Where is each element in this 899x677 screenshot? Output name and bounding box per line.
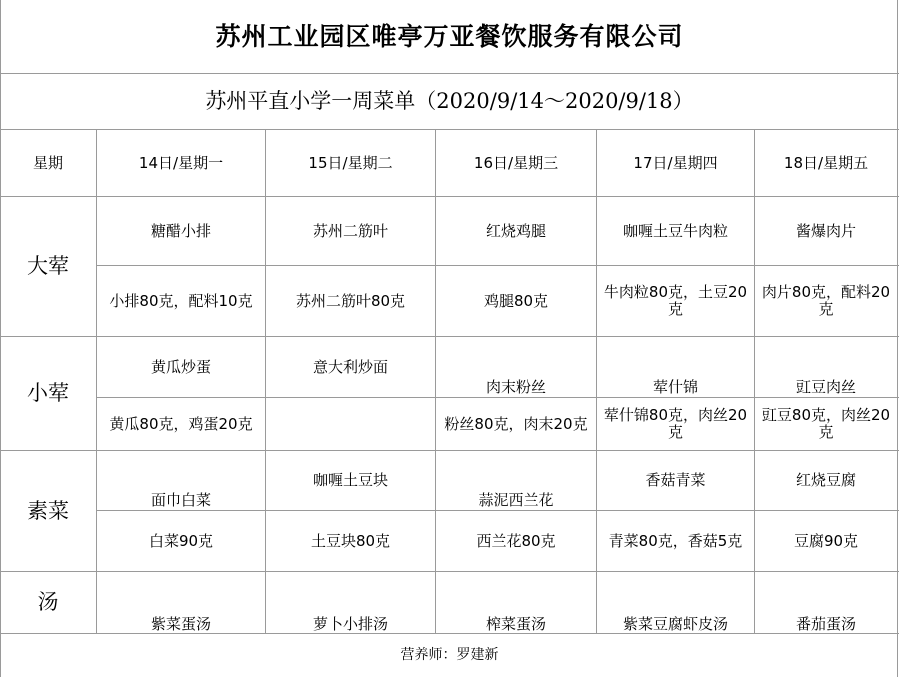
xiaohun-detail-mon: 黄瓜80克，鸡蛋20克: [109, 414, 253, 433]
soup-dish-mon: 紫菜蛋汤: [150, 615, 211, 633]
xiaohun-dish-tue: 意大利炒面: [312, 357, 388, 376]
sucai-dish-thu: 香菇青菜: [645, 471, 706, 489]
sucai-detail-tue: 土豆块80克: [310, 531, 391, 550]
soup-dish-wed: 榨菜蛋汤: [485, 615, 546, 633]
sucai-detail-wed: 西兰花80克: [476, 531, 556, 550]
dahun-detail-mon: 小排80克，配料10克: [109, 291, 253, 310]
company-title: 苏州工业园区唯亭万亚餐饮服务有限公司: [215, 22, 684, 51]
header-row-label: 星期: [32, 153, 63, 172]
dahun-detail-wed: 鸡腿80克: [483, 291, 549, 310]
sucai-dish-wed: 蒜泥西兰花: [478, 491, 554, 509]
xiaohun-dish-thu: 荤什锦: [652, 378, 698, 396]
xiaohun-dish-mon: 黄瓜炒蛋: [150, 357, 211, 376]
dahun-dish-fri: 酱爆肉片: [795, 221, 856, 240]
header-day-mon: 14日/星期一: [138, 153, 224, 172]
category-xiaohun: 小荤: [27, 381, 69, 405]
dahun-dish-tue: 苏州二筋叶: [312, 221, 388, 240]
soup-dish-fri: 番茄蛋汤: [795, 615, 856, 633]
header-day-fri: 18日/星期五: [783, 153, 869, 172]
xiaohun-detail-thu: 荤什锦80克，肉丝20克: [603, 406, 748, 441]
dahun-detail-thu: 牛肉粒80克，土豆20克: [603, 283, 748, 318]
category-dahun: 大荤: [27, 254, 69, 278]
category-sucai: 素菜: [27, 498, 69, 523]
sucai-detail-fri: 豆腐90克: [793, 531, 859, 550]
xiaohun-detail-wed: 粉丝80克，肉末20克: [444, 414, 588, 433]
dahun-detail-fri: 肉片80克，配料20克: [761, 283, 891, 318]
nutritionist-footer: 营养师：罗建新: [400, 647, 499, 663]
dahun-dish-mon: 糖醋小排: [150, 221, 211, 240]
dahun-dish-wed: 红烧鸡腿: [485, 221, 546, 240]
sucai-detail-mon: 白菜90克: [148, 531, 214, 550]
header-day-thu: 17日/星期四: [633, 153, 718, 172]
xiaohun-detail-tue: [266, 398, 435, 450]
sucai-detail-thu: 青菜80克，香菇5克: [608, 531, 743, 550]
xiaohun-detail-fri: 豇豆80克，肉丝20克: [761, 406, 891, 441]
soup-dish-tue: 萝卜小排汤: [312, 615, 388, 633]
category-soup: 汤: [37, 590, 59, 614]
dahun-dish-thu: 咖喱土豆牛肉粒: [622, 221, 728, 240]
xiaohun-dish-fri: 豇豆肉丝: [795, 378, 856, 396]
sucai-dish-mon: 面巾白菜: [150, 491, 211, 509]
dahun-detail-tue: 苏州二筋叶80克: [295, 291, 406, 310]
header-day-wed: 16日/星期三: [473, 153, 559, 172]
menu-title: 苏州平直小学一周菜单（2020/9/14～2020/9/18）: [205, 89, 694, 113]
sucai-dish-fri: 红烧豆腐: [795, 471, 856, 489]
soup-dish-thu: 紫菜豆腐虾皮汤: [622, 615, 728, 633]
sucai-dish-tue: 咖喱土豆块: [312, 471, 388, 489]
header-day-tue: 15日/星期二: [308, 153, 393, 172]
xiaohun-dish-wed: 肉末粉丝: [485, 378, 546, 396]
